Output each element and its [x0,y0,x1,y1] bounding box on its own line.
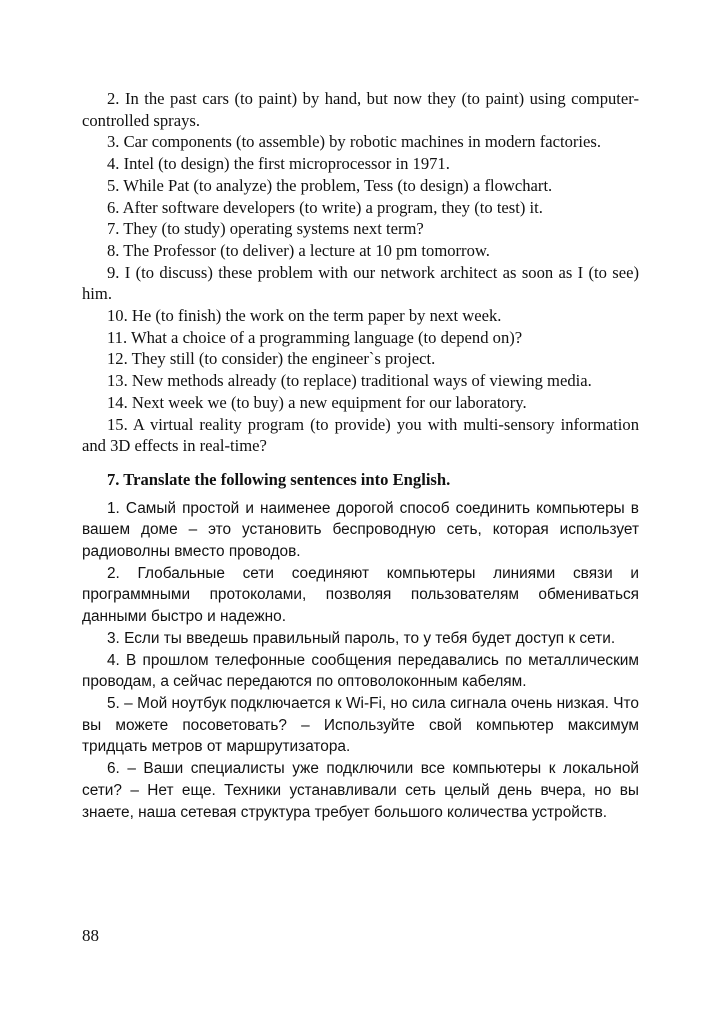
exercise-6-item: 10. He (to finish) the work on the term paper by next week. [107,306,502,326]
exercise-6-item: 4. Intel (to design) the first microprocessor in 1971. [107,154,450,174]
exercise-7-item: 6. – Ваши специалисты уже подключили все компьютеры к локальной сети? – Нет еще. Техники устанавливали сеть целый день вчера, но вы знаете, наша сетевая структура требует большого количества устройств. [82,760,639,821]
exercise-6-item: 8. The Professor (to deliver) a lecture at 10 pm tomorrow. [107,240,490,260]
exercise-7-item: 3. Если ты введешь правильный пароль, то у тебя будет доступ к сети. [107,629,616,647]
exercise-6-item: 2. In the past cars (to paint) by hand, but now they (to paint) using computer-controlled sprays. [82,89,639,130]
exercise-7-item: 1. Самый простой и наименее дорогой способ соединить компьютеры в вашем доме – это установить беспроводную сеть, которая использует радиоволны вместо проводов. [82,499,639,561]
exercise-7-item: 4. В прошлом телефонные сообщения передавались по металлическим проводам, а сейчас передаются по оптоволоконным кабелям. [82,651,639,691]
exercise-7-heading: 7. Translate the following sentences into English. [107,469,451,489]
exercise-6-item: 6. After software developers (to write) a program, they (to test) it. [107,197,543,217]
exercise-6-list [82,88,639,457]
exercise-7-item: 5. – Мой ноутбук подключается к Wi-Fi, но сила сигнала очень низкая. Что вы можете посоветовать? – Используйте свой компьютер максимум тридцать метров от маршрутизатора. [82,694,639,756]
exercise-6-item: 13. New methods already (to replace) traditional ways of viewing media. [107,371,592,391]
page-number: 88 [82,926,99,945]
exercise-6-item: 7. They (to study) operating systems next term? [107,219,424,239]
exercise-7-list [82,498,639,824]
exercise-6-item: 5. While Pat (to analyze) the problem, Tess (to design) a flowchart. [107,175,553,195]
page-content [82,88,639,823]
exercise-6-item: 11. What a choice of a programming language (to depend on)? [107,327,523,347]
exercise-6-item: 15. A virtual reality program (to provide) you with multi-sensory information and 3D effects in real-time? [82,414,639,456]
exercise-6-item: 14. Next week we (to buy) a new equipment for our laboratory. [107,392,527,412]
exercise-6-item: 12. They still (to consider) the engineer`s project. [107,349,436,369]
exercise-6-item: 3. Car components (to assemble) by robotic machines in modern factories. [107,132,601,152]
exercise-6-item: 9. I (to discuss) these problem with our network architect as soon as I (to see) him. [82,262,639,304]
exercise-7-item: 2. Глобальные сети соединяют компьютеры линиями связи и программными протоколами, позволяя пользователям обмениваться данными быстро и надежно. [82,564,639,626]
